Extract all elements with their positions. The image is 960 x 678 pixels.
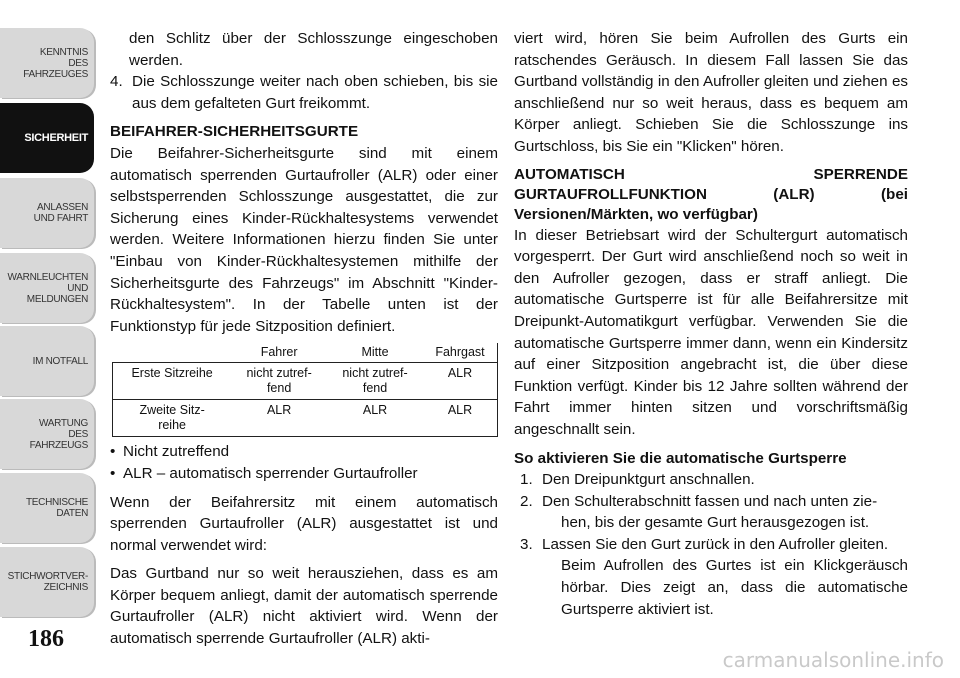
list-item	[514, 469, 908, 491]
watermark: carmanualsonline.info	[722, 648, 944, 672]
paragraph: Wenn der Beifahrersitz mit einem automatisch sperrenden Gurtaufroller (ALR) ausgestattet ist und normal verwendet wird:	[110, 493, 498, 554]
tab-wartung[interactable]	[0, 399, 94, 469]
list-item	[514, 491, 908, 534]
right-column	[514, 28, 908, 620]
table-cell: Zweite Sitz- reihe	[113, 400, 232, 437]
table-cell: nicht zutref- fend	[231, 363, 327, 400]
step-text-continued: Beim Aufrollen des Gurtes ist ein Klickgeräusch hörbar. Dies zeigt an, dass die automatische Gurtsperre aktiviert ist.	[561, 557, 908, 618]
bullet-text: Nicht zutreffend	[123, 443, 230, 461]
section-tabs	[0, 0, 100, 620]
step-number: 4.	[110, 73, 123, 91]
list-item	[514, 534, 908, 620]
paragraph: In dieser Betriebsart wird der Schultergurt automatisch vorgesperrt. Der Gurt wird anschließend noch so weit in den Aufroller gezogen, dass er straff anliegt. Die automatische Gurtsperre ist für alle Beifahrersitze mit Dreipunkt-Automatikgurt verfügbar. Verwenden Sie die automatische Gurtsperre immer dann, wenn ein Kindersitz auf einer Sitzposition angebracht ist, die über diese Funktion verfügt. Kinder bis 12 Jahre sollten während der Fahrt immer hinten sitzen und vorschriftsmäßig angeschnallt sein.	[514, 226, 908, 438]
step-number: 1.	[520, 471, 533, 489]
tab-notfall[interactable]	[0, 326, 94, 396]
table-header: Mitte	[327, 343, 423, 363]
list-item: • ALR – automatisch sperrender Gurtaufroller	[110, 463, 498, 485]
table-cell: nicht zutref- fend	[327, 363, 423, 400]
tab-kenntnis[interactable]	[0, 28, 94, 98]
list-item: • Nicht zutreffend	[110, 441, 498, 463]
step-4	[110, 71, 498, 114]
step-number: 2.	[520, 492, 533, 510]
tab-anlassen[interactable]	[0, 178, 94, 248]
table-header	[113, 343, 232, 363]
seat-function-table	[112, 343, 498, 437]
paragraph-continuation: den Schlitz über der Schlosszunge eingeschoben werden.	[129, 30, 498, 69]
step-text-continued: hen, bis der gesamte Gurt herausgezogen ist.	[561, 514, 870, 532]
table-header: Fahrer	[231, 343, 327, 363]
table-cell: ALR	[231, 400, 327, 437]
table-row	[113, 363, 498, 400]
section-heading: BEIFAHRER-SICHERHEITSGURTE	[110, 123, 359, 141]
step-number: 3.	[520, 535, 533, 553]
tab-label: KENNTNIS DES FAHRZEUGES	[23, 46, 88, 80]
table-header-row	[113, 343, 498, 363]
paragraph-continuation: viert wird, hören Sie beim Aufrollen des Gurts ein ratschendes Geräusch. In diesem Fall lassen Sie das Gurtband vollständig in den Aufroller gleiten und ziehen es anschließend nur so weit heraus, dass es bequem am Körper anliegt. Schieben Sie die Schlosszunge ins Gurtschloss, bis Sie ein "Klicken" hören.	[514, 30, 908, 155]
table-cell: ALR	[423, 400, 498, 437]
left-column	[110, 28, 498, 650]
tab-warnleuchten[interactable]	[0, 253, 94, 323]
tab-sicherheit[interactable]	[0, 103, 94, 173]
tab-label: STICHWORTVER- ZEICHNIS	[7, 571, 88, 593]
tab-label: WARTUNG DES FAHRZEUGS	[29, 417, 88, 451]
tab-technische-daten[interactable]	[0, 473, 94, 543]
step-text: Lassen Sie den Gurt zurück in den Aufroller gleiten.	[542, 535, 889, 553]
paragraph: Das Gurtband nur so weit herausziehen, dass es am Körper bequem anliegt, damit der automatisch sperrende Gurtaufroller (ALR) nicht aktiviert wird. Wenn der automatisch sperrende Gurtaufroller (ALR) akti-	[110, 565, 498, 648]
page-number: 186	[28, 626, 64, 652]
table-cell: Erste Sitzreihe	[113, 363, 232, 400]
table-row	[113, 400, 498, 437]
subheading: So aktivieren Sie die automatische Gurtsperre	[514, 449, 847, 467]
section-heading: AUTOMATISCH SPERRENDE GURTAUFROLLFUNKTION (ALR) (bei Versionen/Märkten, wo verfügbar)	[514, 165, 908, 223]
table-cell: ALR	[423, 363, 498, 400]
step-text: Die Schlosszunge weiter nach oben schieben, bis sie aus dem gefalteten Gurt freikommt.	[132, 73, 498, 112]
step-text: Den Schulterabschnitt fassen und nach unten zie-	[542, 492, 878, 510]
table-cell: ALR	[327, 400, 423, 437]
tab-label: SICHERHEIT	[24, 131, 88, 144]
bullet-text: ALR – automatisch sperrender Gurtaufroller	[123, 464, 418, 482]
tab-stichwortverzeichnis[interactable]	[0, 547, 94, 617]
tab-label: IM NOTFALL	[32, 355, 88, 367]
tab-label: TECHNISCHE DATEN	[25, 497, 88, 519]
table-header: Fahrgast	[423, 343, 498, 363]
tab-label: ANLASSEN UND FAHRT	[33, 202, 88, 224]
tab-label: WARNLEUCHTEN UND MELDUNGEN	[7, 271, 88, 305]
paragraph: Die Beifahrer-Sicherheitsgurte sind mit einem automatisch sperrenden Gurtaufroller (ALR) oder einer selbstsperrenden Schlosszunge ausgestattet, die zur Sicherung eines Kinder-Rückhaltesystems verwendet werden. Weitere Informationen hierzu finden Sie unter "Einbau von Kinder-Rückhaltesystemen mithilfe der Sicherheitsgurte des Fahrzeugs" im Abschnitt "Kinder-Rückhaltesystem". In der Tabelle unten ist der Funktionstyp für jede Sitzposition definiert.	[110, 144, 498, 335]
step-text: Den Dreipunktgurt anschnallen.	[542, 471, 755, 489]
